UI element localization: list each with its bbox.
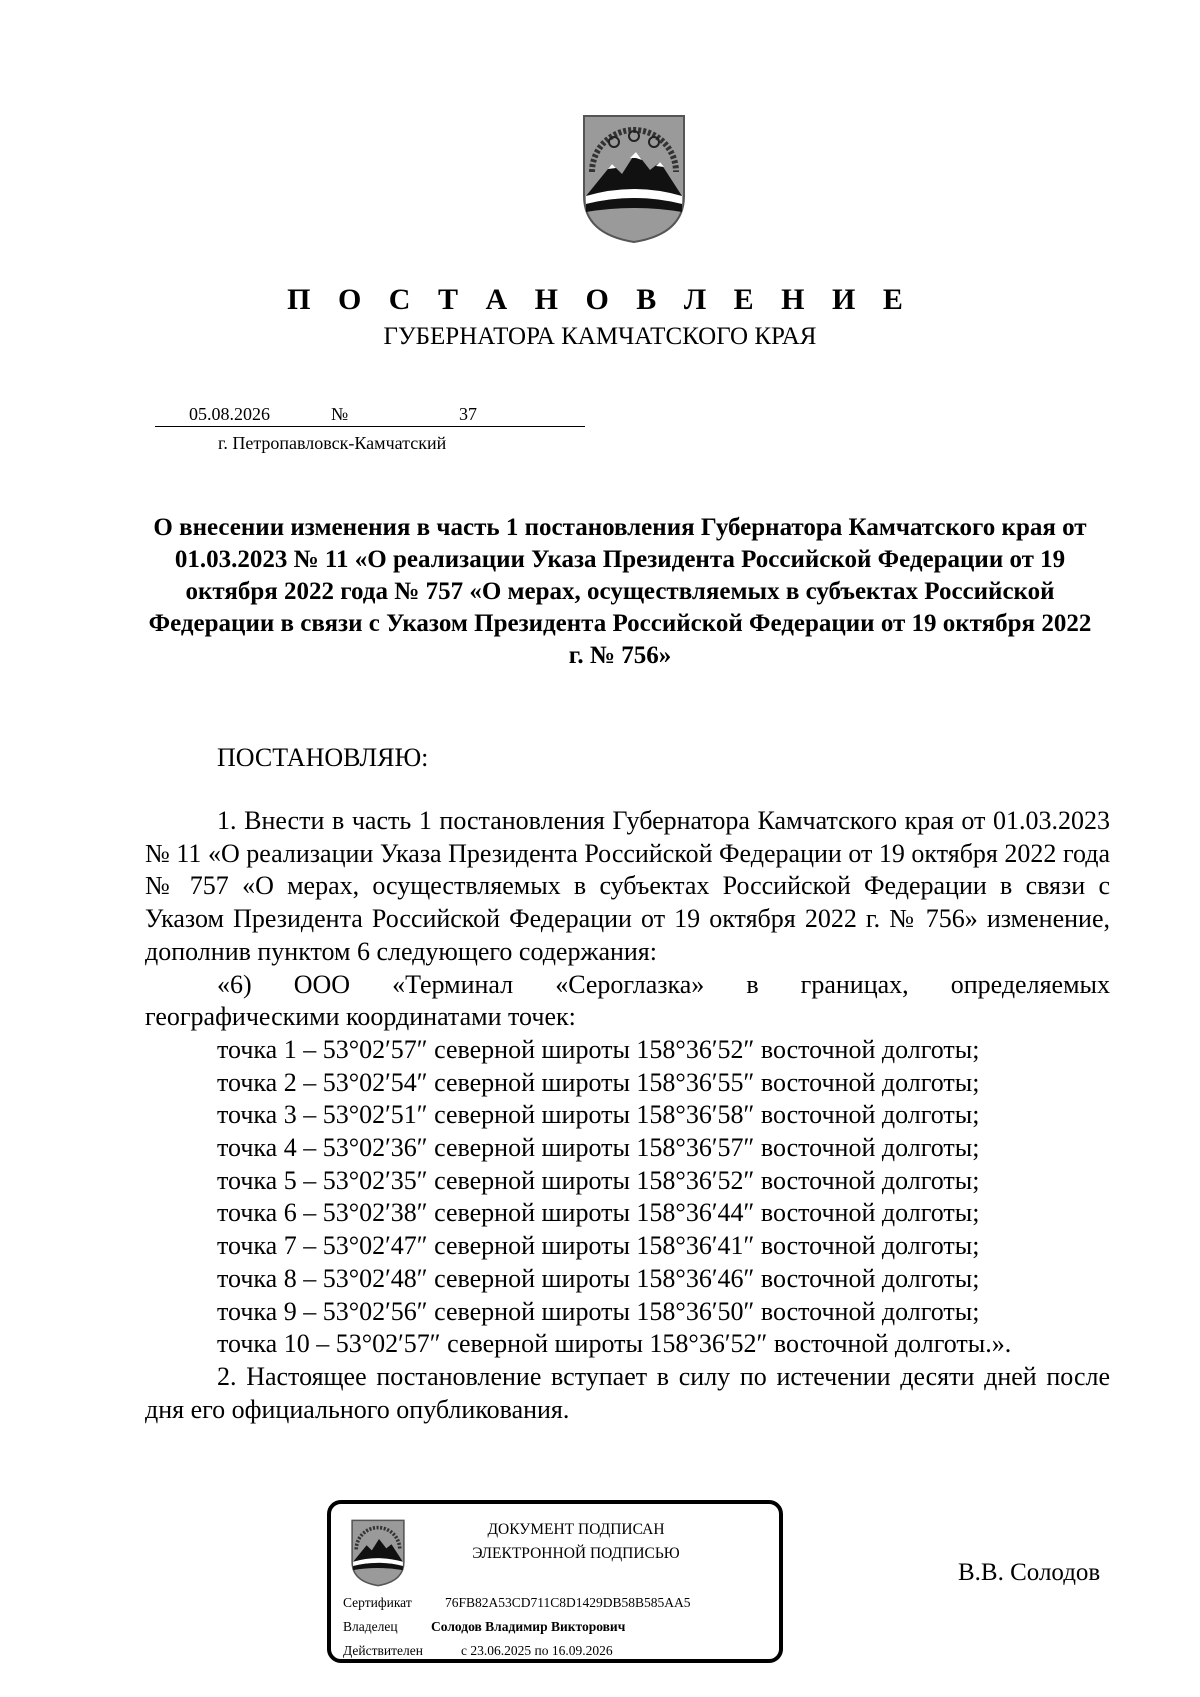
paragraph-item-6-intro-continued: географическими координатами точек: <box>145 1002 576 1032</box>
coordinate-point: точка 3 – 53°02′51″ северной широты 158°36′58″ восточной долготы; <box>217 1100 980 1130</box>
signer-name: В.В. Солодов <box>958 1559 1101 1586</box>
validity-value: с 23.06.2025 по 16.09.2026 <box>461 1643 613 1658</box>
signature-heading-line-1: ДОКУМЕНТ ПОДПИСАН <box>487 1521 665 1538</box>
coordinate-point: точка 7 – 53°02′47″ северной широты 158°36′41″ восточной долготы; <box>217 1231 980 1261</box>
coordinate-point: точка 8 – 53°02′48″ северной широты 158°36′46″ восточной долготы; <box>217 1263 980 1293</box>
coordinate-point: точка 5 – 53°02′35″ северной широты 158°36′52″ восточной долготы; <box>217 1165 980 1195</box>
coordinate-point: точка 2 – 53°02′54″ северной широты 158°36′55″ восточной долготы; <box>217 1067 980 1097</box>
validity-row <box>343 1642 613 1660</box>
coordinate-point: точка 4 – 53°02′36″ северной широты 158°36′57″ восточной долготы; <box>217 1133 980 1163</box>
kamchatka-coat-of-arms-icon <box>578 112 690 246</box>
coordinate-point: точка 9 – 53°02′56″ северной широты 158°36′50″ восточной долготы; <box>217 1296 980 1326</box>
paragraph-item-2: 2. Настоящее постановление вступает в силу по истечении десяти дней после дня его официального опубликования. <box>145 1361 1110 1424</box>
electronic-signature-stamp <box>327 1500 783 1663</box>
signature-heading-line-2: ЭЛЕКТРОННОЙ ПОДПИСЬЮ <box>472 1545 680 1562</box>
owner-row <box>343 1618 626 1636</box>
certificate-row <box>343 1594 691 1612</box>
document-date: 05.08.2026 <box>189 404 270 424</box>
validity-label: Действителен <box>343 1643 423 1658</box>
document-subject-heading: О внесении изменения в часть 1 постановления Губернатора Камчатского края от 01.03.2023 № 11 «О реализации Указа Президента Российской Федерации от 19 октября 2022 года № 757 «О мерах, осуществляемых в субъектах Российской Федерации в связи с Указом Президента Российской Федерации от 19 октября 2022 г. № 756» <box>148 514 1092 669</box>
paragraph-item-6-intro: «6) ООО «Терминал «Сероглазка» в границах, определяемых <box>217 969 1110 999</box>
paragraph-item-1: 1. Внести в часть 1 постановления Губернатора Камчатского края от 01.03.2023 № 11 «О реализации Указа Президента Российской Федерации от 19 октября 2022 года № 757 «О мерах, осуществляемых в субъектах Российской Федерации в связи с Указом Президента Российской Федерации от 19 октября 2022 г. № 756» изменение, дополнив пунктом 6 следующего содержания: <box>145 806 1110 966</box>
owner-value: Солодов Владимир Викторович <box>431 1619 626 1634</box>
owner-label: Владелец <box>343 1619 398 1634</box>
signature-heading <box>421 1518 731 1566</box>
document-city: г. Петропавловск-Камчатский <box>218 433 447 453</box>
document-body <box>145 805 1110 1426</box>
coordinate-point: точка 10 – 53°02′57″ северной широты 158°36′52″ восточной долготы.». <box>217 1329 1012 1359</box>
document-number: 37 <box>459 404 477 424</box>
date-number-line <box>155 402 585 427</box>
document-type-title: П О С Т А Н О В Л Е Н И Е <box>287 283 913 316</box>
certificate-value: 76FB82A53CD711C8D1429DB58B585AA5 <box>445 1595 691 1610</box>
coordinate-points-list <box>145 1034 1110 1361</box>
coordinate-point: точка 1 – 53°02′57″ северной широты 158°36′52″ восточной долготы; <box>217 1034 980 1064</box>
certificate-label: Сертификат <box>343 1595 412 1610</box>
coordinate-point: точка 6 – 53°02′38″ северной широты 158°36′44″ восточной долготы; <box>217 1198 980 1228</box>
number-sign: № <box>331 404 349 424</box>
kamchatka-coat-of-arms-icon <box>349 1518 407 1588</box>
issuer-title: ГУБЕРНАТОРА КАМЧАТСКОГО КРАЯ <box>383 323 817 350</box>
decree-word: ПОСТАНОВЛЯЮ: <box>217 743 429 772</box>
